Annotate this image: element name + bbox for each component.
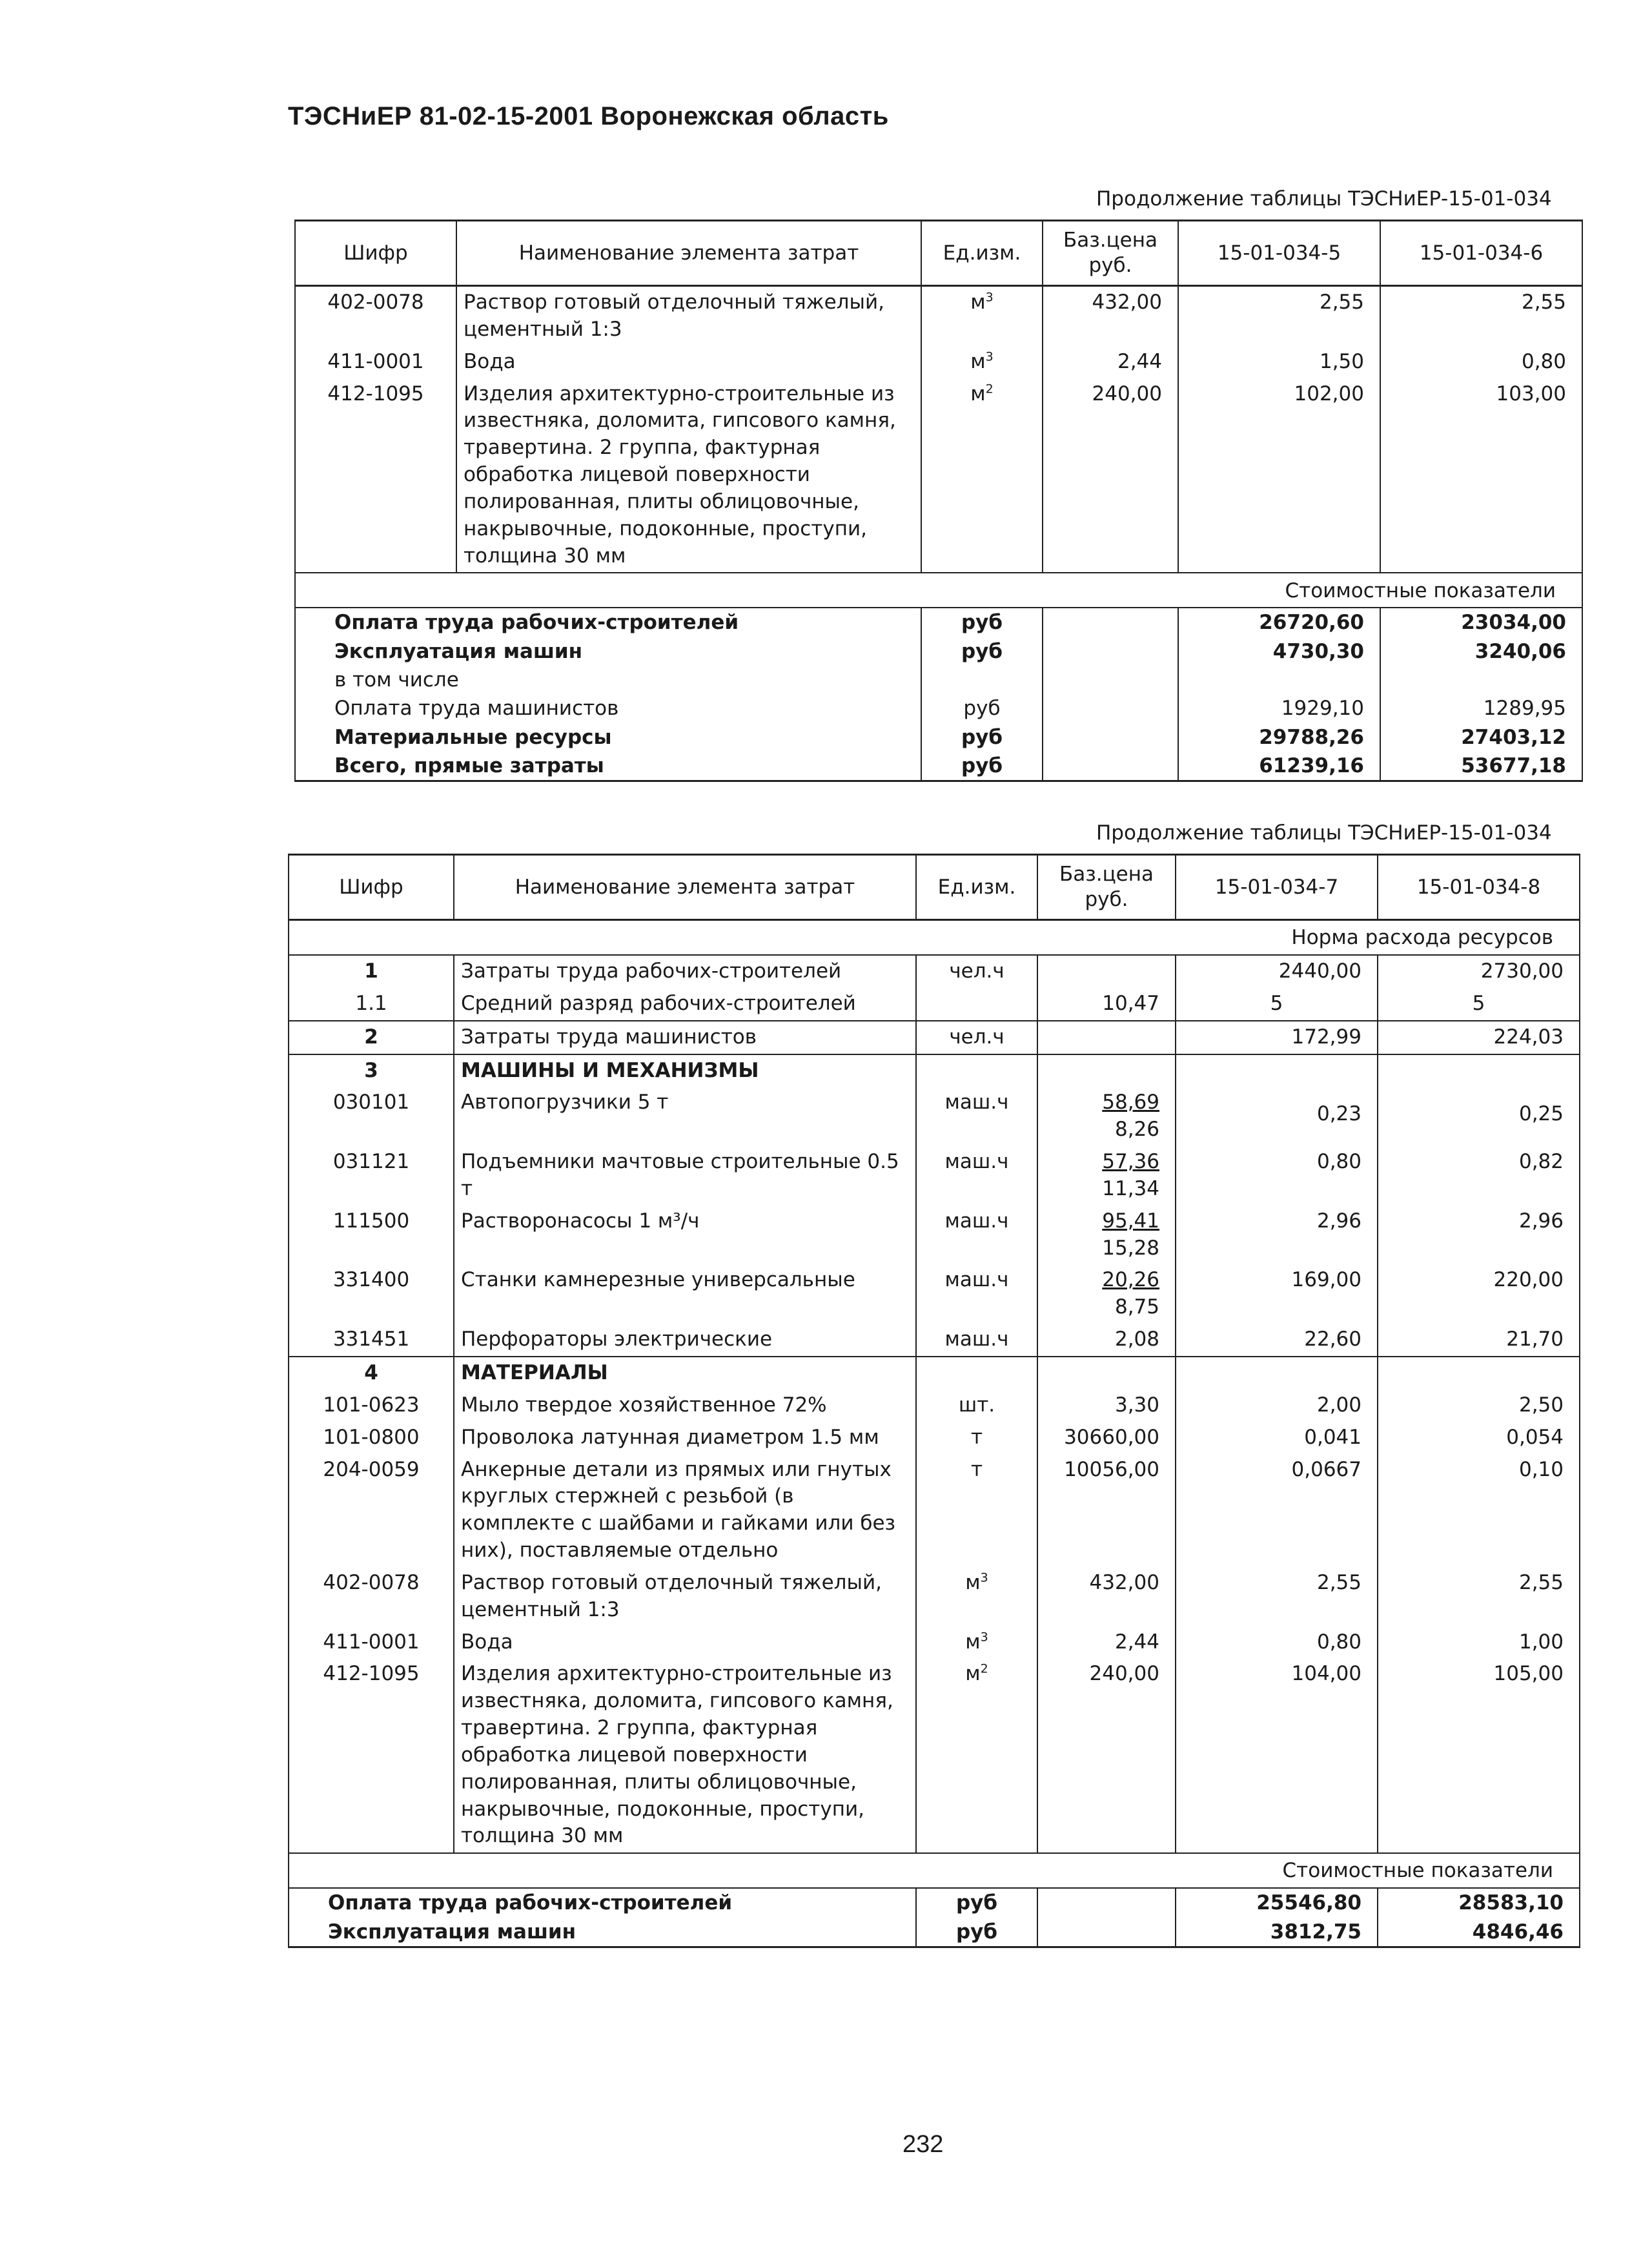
- row-value-b: 21,70: [1378, 1324, 1580, 1357]
- summary-label: Оплата труда машинистов: [295, 694, 921, 723]
- summary-value-b: 4846,46: [1378, 1918, 1580, 1947]
- row-value-b: 5: [1378, 988, 1580, 1021]
- row-name: Вода: [454, 1626, 916, 1659]
- resource-norm-band: Норма расхода ресурсов: [289, 920, 1580, 956]
- summary-row: [295, 752, 1582, 781]
- cost-indicators-band: Стоимостные показатели: [295, 573, 1582, 608]
- row-code: 101-0623: [289, 1390, 454, 1422]
- section-band: [289, 1853, 1580, 1888]
- row-price: 432,00: [1037, 1567, 1176, 1626]
- summary-label: Оплата труда рабочих-строителей: [289, 1888, 916, 1917]
- summary-unit: руб: [921, 637, 1043, 666]
- row-code: 402-0078: [295, 286, 456, 346]
- row-value-a: 102,00: [1178, 378, 1380, 573]
- header-name: Наименование элемента затрат: [454, 855, 916, 920]
- row-name: Средний разряд рабочих-строителей: [454, 988, 916, 1021]
- row-unit: шт.: [916, 1390, 1037, 1422]
- summary-unit: руб: [916, 1888, 1037, 1917]
- row-value-b: 2730,00: [1378, 955, 1580, 988]
- row-code: 331451: [289, 1324, 454, 1357]
- row-value-a: 172,99: [1176, 1021, 1378, 1054]
- row-value-a: 2,96: [1176, 1206, 1378, 1265]
- summary-value-b: 27403,12: [1380, 723, 1582, 752]
- row-unit: маш.ч: [916, 1146, 1037, 1206]
- row-value-b: 0,82: [1378, 1146, 1580, 1206]
- row-value-a: 5: [1176, 988, 1378, 1021]
- row-value-b: 0,25: [1378, 1087, 1580, 1146]
- row-code: 101-0800: [289, 1422, 454, 1454]
- table-row: [289, 1021, 1580, 1054]
- row-name: Затраты труда рабочих-строителей: [454, 955, 916, 988]
- summary-unit: руб: [916, 1918, 1037, 1947]
- row-value-b: 105,00: [1378, 1658, 1580, 1853]
- row-value-b: 0,10: [1378, 1454, 1580, 1567]
- summary-row: [295, 637, 1582, 666]
- row-value-b: 2,55: [1380, 286, 1582, 346]
- header-col-b: 15-01-034-8: [1378, 855, 1580, 920]
- row-value-b: 1,00: [1378, 1626, 1580, 1659]
- header-name: Наименование элемента затрат: [456, 221, 921, 286]
- summary-value-b: 28583,10: [1378, 1888, 1580, 1917]
- section-header-row: [289, 1357, 1580, 1390]
- estimate-table-2: [288, 854, 1580, 1948]
- row-value-a: 0,0667: [1176, 1454, 1378, 1567]
- summary-row: [295, 666, 1582, 694]
- header-price: Баз.цена руб.: [1037, 855, 1176, 920]
- row-price: 95,41 15,28: [1037, 1206, 1176, 1265]
- row-name: Вода: [456, 346, 921, 378]
- row-code: 331400: [289, 1264, 454, 1324]
- row-unit: $м^2$: [916, 1658, 1037, 1853]
- row-value-a: 1,50: [1178, 346, 1380, 378]
- row-price: 10056,00: [1037, 1454, 1176, 1567]
- row-code: 204-0059: [289, 1454, 454, 1567]
- row-value-b: 220,00: [1378, 1264, 1580, 1324]
- row-price: 10,47: [1037, 988, 1176, 1021]
- summary-value-b: 53677,18: [1380, 752, 1582, 781]
- row-value-b: 0,054: [1378, 1422, 1580, 1454]
- summary-value-a: 26720,60: [1178, 608, 1380, 637]
- summary-row: [295, 694, 1582, 723]
- summary-row: [295, 723, 1582, 752]
- section-code: 4: [289, 1357, 454, 1390]
- row-code: 031121: [289, 1146, 454, 1206]
- header-unit: Ед.изм.: [921, 221, 1043, 286]
- row-code: 111500: [289, 1206, 454, 1265]
- summary-value-a: 3812,75: [1176, 1918, 1378, 1947]
- table-row: [289, 955, 1580, 988]
- row-code: 412-1095: [289, 1658, 454, 1853]
- summary-unit: руб: [921, 608, 1043, 637]
- row-unit: маш.ч: [916, 1264, 1037, 1324]
- summary-value-a: 61239,16: [1178, 752, 1380, 781]
- row-value-a: 2,55: [1178, 286, 1380, 346]
- row-unit: маш.ч: [916, 1206, 1037, 1265]
- summary-label: Эксплуатация машин: [295, 637, 921, 666]
- row-unit: $м^3$: [916, 1567, 1037, 1626]
- table-header-row: [295, 221, 1582, 286]
- section-title: МАШИНЫ И МЕХАНИЗМЫ: [454, 1054, 916, 1087]
- header-col-b: 15-01-034-6: [1380, 221, 1582, 286]
- header-unit: Ед.изм.: [916, 855, 1037, 920]
- header-code: Шифр: [289, 855, 454, 920]
- row-price: 2,44: [1037, 1626, 1176, 1659]
- row-unit: чел.ч: [916, 1021, 1037, 1054]
- table-row: [295, 286, 1582, 346]
- row-price: 432,00: [1043, 286, 1178, 346]
- row-unit: [916, 988, 1037, 1021]
- page-number: 232: [902, 2131, 944, 2158]
- table-row: [289, 1264, 1580, 1324]
- row-code: 2: [289, 1021, 454, 1054]
- cost-indicators-band: Стоимостные показатели: [289, 1853, 1580, 1888]
- row-price: 2,44: [1043, 346, 1178, 378]
- row-value-a: 0,23: [1176, 1087, 1378, 1146]
- row-value-b: 2,50: [1378, 1390, 1580, 1422]
- row-code: 402-0078: [289, 1567, 454, 1626]
- row-value-b: 2,55: [1378, 1567, 1580, 1626]
- table-row: [289, 1422, 1580, 1454]
- row-unit: $м^3$: [921, 346, 1043, 378]
- table-row: [289, 988, 1580, 1021]
- row-unit: $м^2$: [921, 378, 1043, 573]
- row-value-b: 2,96: [1378, 1206, 1580, 1265]
- table-header-row: [289, 855, 1580, 920]
- summary-value-b: 3240,06: [1380, 637, 1582, 666]
- row-name: Мыло твердое хозяйственное 72%: [454, 1390, 916, 1422]
- table-row: [295, 346, 1582, 378]
- summary-value-b: 23034,00: [1380, 608, 1582, 637]
- table-row: [289, 1087, 1580, 1146]
- row-value-a: 2,55: [1176, 1567, 1378, 1626]
- section-code: 3: [289, 1054, 454, 1087]
- table-row: [289, 1206, 1580, 1265]
- row-name: Раствор готовый отделочный тяжелый, цементный 1:3: [454, 1567, 916, 1626]
- row-price: [1037, 1021, 1176, 1054]
- row-name: Растворонасосы 1 м³/ч: [454, 1206, 916, 1265]
- row-name: Анкерные детали из прямых или гнутых круглых стержней с резьбой (в комплекте с шайбами и гайками или без них), поставляемые отдельно: [454, 1454, 916, 1567]
- row-unit: маш.ч: [916, 1324, 1037, 1357]
- row-name: Раствор готовый отделочный тяжелый, цементный 1:3: [456, 286, 921, 346]
- summary-value-a: 1929,10: [1178, 694, 1380, 723]
- row-code: 1.1: [289, 988, 454, 1021]
- row-unit: $м^3$: [921, 286, 1043, 346]
- summary-row: [289, 1918, 1580, 1947]
- summary-label: в том числе: [295, 666, 921, 694]
- row-name: Подъемники мачтовые строительные 0.5 т: [454, 1146, 916, 1206]
- row-name: Изделия архитектурно-строительные из известняка, доломита, гипсового камня, травертина. 2 группа, фактурная обработка лицевой поверхности полированная, плиты облицовочные, накрывочные, подоконные, проступи, толщина 30 мм: [454, 1658, 916, 1853]
- row-price: 30660,00: [1037, 1422, 1176, 1454]
- summary-value-b: 1289,95: [1380, 694, 1582, 723]
- row-name: Автопогрузчики 5 т: [454, 1087, 916, 1146]
- row-price: [1037, 955, 1176, 988]
- row-price: 240,00: [1037, 1658, 1176, 1853]
- row-price: 57,36 11,34: [1037, 1146, 1176, 1206]
- row-value-a: 2,00: [1176, 1390, 1378, 1422]
- row-value-a: 169,00: [1176, 1264, 1378, 1324]
- section-header-row: [289, 1054, 1580, 1087]
- summary-label: Материальные ресурсы: [295, 723, 921, 752]
- estimate-table-1: [294, 220, 1583, 782]
- table-row: [289, 1567, 1580, 1626]
- section-title: МАТЕРИАЛЫ: [454, 1357, 916, 1390]
- row-value-b: 224,03: [1378, 1021, 1580, 1054]
- row-price: 3,30: [1037, 1390, 1176, 1422]
- table-row: [289, 1390, 1580, 1422]
- table-row: [289, 1324, 1580, 1357]
- table-continuation-caption: Продолжение таблицы ТЭСНиЕР-15-01-034: [1096, 187, 1552, 210]
- row-code: 411-0001: [295, 346, 456, 378]
- row-price: 240,00: [1043, 378, 1178, 573]
- row-name: Проволока латунная диаметром 1.5 мм: [454, 1422, 916, 1454]
- table-row: [289, 1146, 1580, 1206]
- table-row: [289, 1658, 1580, 1853]
- summary-value-a: 25546,80: [1176, 1888, 1378, 1917]
- row-code: 412-1095: [295, 378, 456, 573]
- row-code: 1: [289, 955, 454, 988]
- row-value-a: 0,80: [1176, 1146, 1378, 1206]
- section-band: [295, 573, 1582, 608]
- row-name: Изделия архитектурно-строительные из известняка, доломита, гипсового камня, травертина. 2 группа, фактурная обработка лицевой поверхности полированная, плиты облицовочные, накрывочные, подоконные, проступи, толщина 30 мм: [456, 378, 921, 573]
- section-band: [289, 920, 1580, 956]
- summary-label: Эксплуатация машин: [289, 1918, 916, 1947]
- row-price: 20,26 8,75: [1037, 1264, 1176, 1324]
- row-unit: т: [916, 1454, 1037, 1567]
- table-row: [289, 1626, 1580, 1659]
- summary-row: [295, 608, 1582, 637]
- row-value-a: 2440,00: [1176, 955, 1378, 988]
- row-unit: чел.ч: [916, 955, 1037, 988]
- row-value-a: 104,00: [1176, 1658, 1378, 1853]
- summary-value-a: 29788,26: [1178, 723, 1380, 752]
- row-code: 411-0001: [289, 1626, 454, 1659]
- summary-unit: руб: [921, 752, 1043, 781]
- row-value-b: 0,80: [1380, 346, 1582, 378]
- summary-unit: руб: [921, 723, 1043, 752]
- header-price: Баз.цена руб.: [1043, 221, 1178, 286]
- row-value-a: 22,60: [1176, 1324, 1378, 1357]
- row-price: 58,69 8,26: [1037, 1087, 1176, 1146]
- summary-unit: руб: [921, 694, 1043, 723]
- row-value-a: 0,041: [1176, 1422, 1378, 1454]
- row-name: Станки камнерезные универсальные: [454, 1264, 916, 1324]
- summary-value-a: 4730,30: [1178, 637, 1380, 666]
- table-row: [289, 1454, 1580, 1567]
- row-code: 030101: [289, 1087, 454, 1146]
- row-name: Затраты труда машинистов: [454, 1021, 916, 1054]
- table-continuation-caption: Продолжение таблицы ТЭСНиЕР-15-01-034: [1096, 821, 1552, 845]
- summary-label: Оплата труда рабочих-строителей: [295, 608, 921, 637]
- row-value-a: 0,80: [1176, 1626, 1378, 1659]
- row-name: Перфораторы электрические: [454, 1324, 916, 1357]
- summary-row: [289, 1888, 1580, 1917]
- page-title: ТЭСНиЕР 81-02-15-2001 Воронежская область: [288, 102, 889, 130]
- row-unit: $м^3$: [916, 1626, 1037, 1659]
- row-unit: маш.ч: [916, 1087, 1037, 1146]
- header-col-a: 15-01-034-5: [1178, 221, 1380, 286]
- row-price: 2,08: [1037, 1324, 1176, 1357]
- header-code: Шифр: [295, 221, 456, 286]
- row-unit: т: [916, 1422, 1037, 1454]
- header-col-a: 15-01-034-7: [1176, 855, 1378, 920]
- table-row: [295, 378, 1582, 573]
- summary-label: Всего, прямые затраты: [295, 752, 921, 781]
- row-value-b: 103,00: [1380, 378, 1582, 573]
